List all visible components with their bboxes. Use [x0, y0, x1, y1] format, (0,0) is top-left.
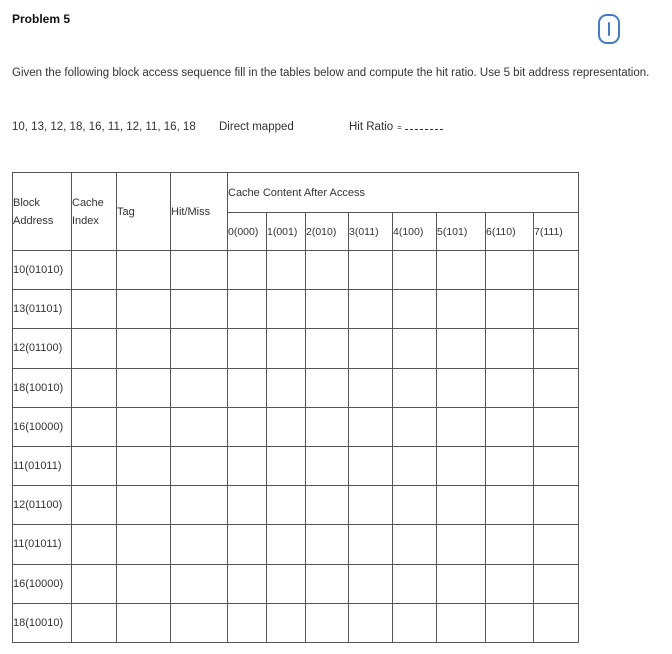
access-sequence: 10, 13, 12, 18, 16, 11, 12, 11, 16, 18	[12, 121, 196, 133]
table-row	[13, 407, 579, 446]
answer-cell[interactable]	[486, 251, 534, 290]
answer-cell[interactable]	[437, 525, 486, 564]
answer-cell[interactable]	[72, 290, 117, 329]
answer-cell[interactable]	[72, 525, 117, 564]
cache-line-header: 0(000)	[228, 213, 267, 251]
index-header-line2: Index	[72, 214, 99, 227]
answer-cell[interactable]	[228, 329, 267, 368]
answer-cell[interactable]	[267, 368, 306, 407]
answer-cell[interactable]	[171, 329, 228, 368]
block-header-line1: Block	[13, 196, 40, 209]
block-address-cell: 12(01100)	[13, 486, 72, 525]
answer-cell[interactable]	[228, 603, 267, 642]
answer-cell[interactable]	[267, 564, 306, 603]
answer-cell[interactable]	[117, 486, 171, 525]
answer-cell[interactable]	[437, 603, 486, 642]
answer-cell[interactable]	[349, 603, 393, 642]
answer-cell[interactable]	[534, 564, 579, 603]
answer-cell[interactable]	[534, 251, 579, 290]
answer-cell[interactable]	[267, 603, 306, 642]
answer-cell[interactable]	[306, 446, 349, 485]
answer-cell[interactable]	[534, 290, 579, 329]
answer-cell[interactable]	[228, 564, 267, 603]
block-address-cell: 11(01011)	[13, 446, 72, 485]
answer-cell[interactable]	[117, 407, 171, 446]
answer-cell[interactable]	[349, 329, 393, 368]
block-address-cell: 16(10000)	[13, 564, 72, 603]
answer-cell[interactable]	[306, 564, 349, 603]
block-address-cell: 18(10010)	[13, 603, 72, 642]
cache-content-header: Cache Content After Access	[228, 173, 579, 213]
answer-cell[interactable]	[72, 603, 117, 642]
answer-cell[interactable]	[306, 407, 349, 446]
answer-cell[interactable]	[534, 368, 579, 407]
answer-cell[interactable]	[437, 446, 486, 485]
answer-cell[interactable]	[534, 603, 579, 642]
answer-cell[interactable]	[267, 525, 306, 564]
table-row	[13, 603, 579, 642]
table-row	[13, 564, 579, 603]
answer-cell[interactable]	[171, 251, 228, 290]
answer-cell[interactable]	[393, 486, 437, 525]
answer-cell[interactable]	[171, 290, 228, 329]
table-row	[13, 525, 579, 564]
answer-cell[interactable]	[117, 368, 171, 407]
table-row	[13, 368, 579, 407]
index-header-line1: Cache	[72, 196, 104, 209]
answer-cell[interactable]	[117, 329, 171, 368]
edit-answer-button[interactable]	[598, 14, 620, 44]
answer-cell[interactable]	[486, 564, 534, 603]
answer-cell[interactable]	[349, 564, 393, 603]
answer-cell[interactable]	[171, 368, 228, 407]
answer-cell[interactable]	[228, 446, 267, 485]
answer-cell[interactable]	[72, 407, 117, 446]
answer-cell[interactable]	[267, 329, 306, 368]
answer-cell[interactable]	[306, 290, 349, 329]
hit-ratio-blank[interactable]	[405, 121, 443, 130]
answer-cell[interactable]	[486, 486, 534, 525]
table-row	[13, 251, 579, 290]
block-address-cell: 18(10010)	[13, 368, 72, 407]
answer-cell[interactable]	[72, 564, 117, 603]
answer-cell[interactable]	[117, 251, 171, 290]
answer-cell[interactable]	[393, 407, 437, 446]
answer-cell[interactable]	[171, 407, 228, 446]
answer-cell[interactable]	[437, 329, 486, 368]
answer-cell[interactable]	[486, 603, 534, 642]
answer-cell[interactable]	[534, 525, 579, 564]
answer-cell[interactable]	[228, 368, 267, 407]
answer-cell[interactable]	[72, 368, 117, 407]
answer-cell[interactable]	[437, 407, 486, 446]
answer-cell[interactable]	[228, 407, 267, 446]
answer-cell[interactable]	[228, 486, 267, 525]
answer-cell[interactable]	[267, 290, 306, 329]
text-cursor-icon	[608, 22, 610, 36]
instructions-text: Given the following block access sequence fill in the tables below and compute the hit ratio. Use 5 bit address representation.	[12, 67, 650, 79]
cache-line-header: 1(001)	[267, 213, 306, 251]
answer-cell[interactable]	[72, 446, 117, 485]
answer-cell[interactable]	[393, 290, 437, 329]
answer-cell[interactable]	[437, 368, 486, 407]
table-row	[13, 329, 579, 368]
answer-cell[interactable]	[349, 525, 393, 564]
answer-cell[interactable]	[267, 446, 306, 485]
answer-cell[interactable]	[349, 486, 393, 525]
answer-cell[interactable]	[267, 251, 306, 290]
table-row	[13, 290, 579, 329]
answer-cell[interactable]	[437, 486, 486, 525]
answer-cell[interactable]	[171, 486, 228, 525]
answer-cell[interactable]	[393, 251, 437, 290]
block-address-cell: 12(01100)	[13, 329, 72, 368]
answer-cell[interactable]	[306, 368, 349, 407]
cache-line-header: 5(101)	[437, 213, 486, 251]
cache-line-header: 2(010)	[306, 213, 349, 251]
answer-cell[interactable]	[171, 446, 228, 485]
block-address-header	[13, 173, 72, 251]
answer-cell[interactable]	[117, 446, 171, 485]
answer-cell[interactable]	[267, 407, 306, 446]
answer-cell[interactable]	[486, 290, 534, 329]
block-address-cell: 10(01010)	[13, 251, 72, 290]
answer-cell[interactable]	[228, 290, 267, 329]
answer-cell[interactable]	[534, 446, 579, 485]
hit-ratio	[349, 121, 443, 133]
answer-cell[interactable]	[437, 564, 486, 603]
answer-cell[interactable]	[534, 486, 579, 525]
cache-table	[12, 172, 579, 643]
answer-cell[interactable]	[393, 564, 437, 603]
answer-cell[interactable]	[393, 603, 437, 642]
answer-cell[interactable]	[393, 446, 437, 485]
answer-cell[interactable]	[486, 525, 534, 564]
answer-cell[interactable]	[306, 603, 349, 642]
cache-index-header	[72, 173, 117, 251]
answer-cell[interactable]	[349, 251, 393, 290]
hit-ratio-label: Hit Ratio	[349, 121, 394, 133]
answer-cell[interactable]	[117, 564, 171, 603]
answer-cell[interactable]	[437, 251, 486, 290]
mapping-type: Direct mapped	[219, 121, 294, 133]
answer-cell[interactable]	[306, 486, 349, 525]
answer-cell[interactable]	[228, 525, 267, 564]
answer-cell[interactable]	[437, 290, 486, 329]
table-row	[13, 446, 579, 485]
block-address-cell: 11(01011)	[13, 525, 72, 564]
answer-cell[interactable]	[267, 486, 306, 525]
block-address-cell: 16(10000)	[13, 407, 72, 446]
answer-cell[interactable]	[393, 525, 437, 564]
answer-cell[interactable]	[349, 290, 393, 329]
answer-cell[interactable]	[171, 564, 228, 603]
answer-cell[interactable]	[534, 329, 579, 368]
tag-header: Tag	[117, 173, 171, 251]
block-header-line2: Address	[13, 214, 54, 227]
answer-cell[interactable]	[486, 368, 534, 407]
answer-cell[interactable]	[228, 251, 267, 290]
answer-cell[interactable]	[171, 525, 228, 564]
answer-cell[interactable]	[117, 290, 171, 329]
answer-cell[interactable]	[306, 329, 349, 368]
table-row	[13, 486, 579, 525]
cache-line-header: 4(100)	[393, 213, 437, 251]
cache-line-header: 3(011)	[349, 213, 393, 251]
answer-cell[interactable]	[486, 407, 534, 446]
answer-cell[interactable]	[72, 251, 117, 290]
answer-cell[interactable]	[349, 446, 393, 485]
answer-cell[interactable]	[393, 368, 437, 407]
answer-cell[interactable]	[486, 446, 534, 485]
hit-miss-header: Hit/Miss	[171, 173, 228, 251]
cache-line-header: 7(111)	[534, 213, 579, 251]
hit-ratio-equals: =	[397, 123, 402, 132]
answer-cell[interactable]	[349, 407, 393, 446]
answer-cell[interactable]	[72, 329, 117, 368]
answer-cell[interactable]	[72, 486, 117, 525]
answer-cell[interactable]	[171, 603, 228, 642]
answer-cell[interactable]	[306, 525, 349, 564]
problem-title: Problem 5	[12, 12, 71, 26]
answer-cell[interactable]	[117, 525, 171, 564]
answer-cell[interactable]	[117, 603, 171, 642]
block-address-cell: 13(01101)	[13, 290, 72, 329]
answer-cell[interactable]	[349, 368, 393, 407]
answer-cell[interactable]	[393, 329, 437, 368]
answer-cell[interactable]	[306, 251, 349, 290]
answer-cell[interactable]	[486, 329, 534, 368]
answer-cell[interactable]	[534, 407, 579, 446]
cache-line-header: 6(110)	[486, 213, 534, 251]
